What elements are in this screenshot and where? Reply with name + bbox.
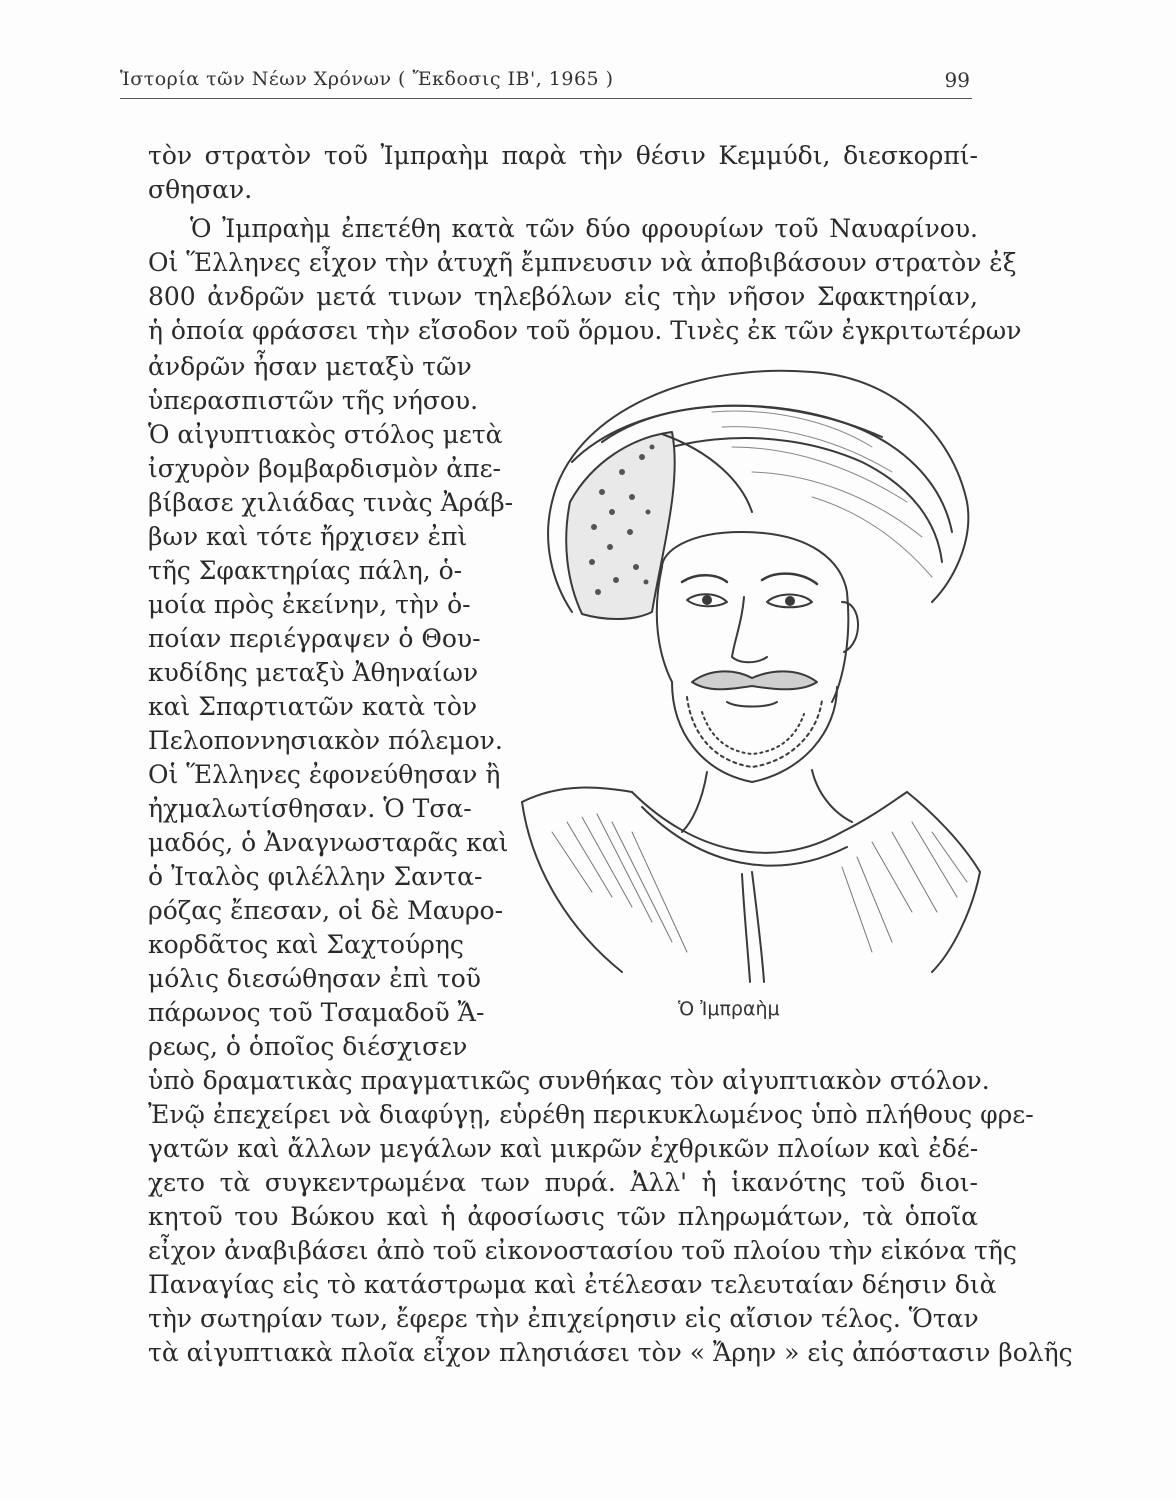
body-line: Οἱ Ἕλληνες εἶχον τὴν ἀτυχῆ ἔμπνευσιν νὰ ἀποβιβάσουν στρατὸν ἐξ (148, 248, 1017, 277)
body-line: ὑπερασπιστῶν τῆς νήσου. (148, 386, 479, 415)
body-line: ἡ ὁποία φράσσει τὴν εἴσοδον τοῦ ὅρμου. Τινὲς ἐκ τῶν ἐγκριτωτέρων (148, 316, 1022, 345)
body-line: τὸν στρατὸν τοῦ Ἰμπραὴμ παρὰ τὴν θέσιν Κεμμύδι, διεσκορπί- (148, 141, 978, 170)
body-line: τὰ αἰγυπτιακὰ πλοῖα εἶχον πλησιάσει τὸν « Ἄρην » εἰς ἀπόστασιν βολῆς (148, 1338, 1073, 1367)
body-line: κυδίδης μεταξὺ Ἀθηναίων (148, 658, 479, 687)
running-header (120, 66, 972, 99)
body-line: ἀνδρῶν ἦσαν μεταξὺ τῶν (148, 352, 472, 381)
body-line: τὴν σωτηρίαν των, ἔφερε τὴν ἐπιχείρησιν εἰς αἴσιον τέλος. Ὅταν (148, 1304, 979, 1333)
body-line: ρόζας ἔπεσαν, οἱ δὲ Μαυρο- (148, 896, 504, 925)
body-line: Πελοποννησιακὸν πόλεμον. (148, 726, 503, 755)
body-line: ἠχμαλωτίσθησαν. Ὁ Τσα- (148, 794, 472, 823)
body-line: βίβασε χιλιάδας τινὰς Ἀράβ- (148, 488, 514, 517)
body-line: μόλις διεσώθησαν ἐπὶ τοῦ (148, 964, 481, 993)
body-line: μαδός, ὁ Ἀναγνωσταρᾶς καὶ (148, 828, 509, 857)
body-line: Ὁ αἰγυπτιακὸς στόλος μετὰ (148, 420, 503, 449)
portrait-illustration-icon (512, 352, 982, 984)
body-line: κορδᾶτος καὶ Σαχτούρης (148, 930, 464, 959)
body-line: ποίαν περιέγραψεν ὁ Θου- (148, 624, 481, 653)
body-line: ὁ Ἰταλὸς φιλέλλην Σαντα- (148, 862, 483, 891)
body-line: σθησαν. (148, 175, 253, 204)
body-line: Παναγίας εἰς τὸ κατάστρωμα καὶ ἐτέλεσαν τελευταίαν δέησιν διὰ (148, 1270, 997, 1299)
body-line: Οἱ Ἕλληνες ἐφονεύθησαν ἢ (148, 760, 501, 789)
body-line: εἶχον ἀναβιβάσει ἀπὸ τοῦ εἰκονοστασίου τοῦ πλοίου τὴν εἰκόνα τῆς (148, 1236, 1017, 1265)
running-title: Ἱστορία τῶν Νέων Χρόνων ( Ἔκδοσις ΙΒ', 1965 ) (120, 68, 614, 90)
body-line: καὶ Σπαρτιατῶν κατὰ τὸν (148, 692, 478, 721)
figure-caption: Ὁ Ἰμπραὴμ (678, 998, 780, 1020)
body-line: Ἐνῷ ἐπεχείρει νὰ διαφύγῃ, εὑρέθη περικυκλωμένος ὑπὸ πλήθους φρε- (148, 1100, 1034, 1129)
body-line: Ὁ Ἰμπραὴμ ἐπετέθη κατὰ τῶν δύο φρουρίων τοῦ Ναυαρίνου. (190, 214, 978, 243)
body-line: κητοῦ του Βώκου καὶ ἡ ἀφοσίωσις τῶν πληρωμάτων, τὰ ὁποῖα (148, 1202, 978, 1231)
body-line: βων καὶ τότε ἤρχισεν ἐπὶ (148, 522, 468, 551)
page-number: 99 (944, 68, 970, 92)
portrait-figure (512, 352, 982, 984)
body-line: ἰσχυρὸν βομβαρδισμὸν ἀπε- (148, 454, 501, 483)
body-line: χετο τὰ συγκεντρωμένα των πυρά. Ἀλλ' ἡ ἱκανότης τοῦ διοι- (148, 1168, 978, 1197)
body-line: ὑπὸ δραματικὰς πραγματικῶς συνθήκας τὸν αἰγυπτιακὸν στόλον. (148, 1066, 990, 1095)
body-line: πάρωνος τοῦ Τσαμαδοῦ Ἄ- (148, 998, 485, 1027)
body-line: γατῶν καὶ ἄλλων μεγάλων καὶ μικρῶν ἐχθρικῶν πλοίων καὶ ἐδέ- (148, 1134, 979, 1163)
body-line: τῆς Σφακτηρίας πάλη, ὁ- (148, 556, 463, 585)
body-line: ρεως, ὁ ὁποῖος διέσχισεν (148, 1032, 468, 1061)
body-line: μοία πρὸς ἐκείνην, τὴν ὁ- (148, 590, 471, 619)
body-line: 800 ἀνδρῶν μετά τινων τηλεβόλων εἰς τὴν νῆσον Σφακτηρίαν, (148, 282, 978, 311)
